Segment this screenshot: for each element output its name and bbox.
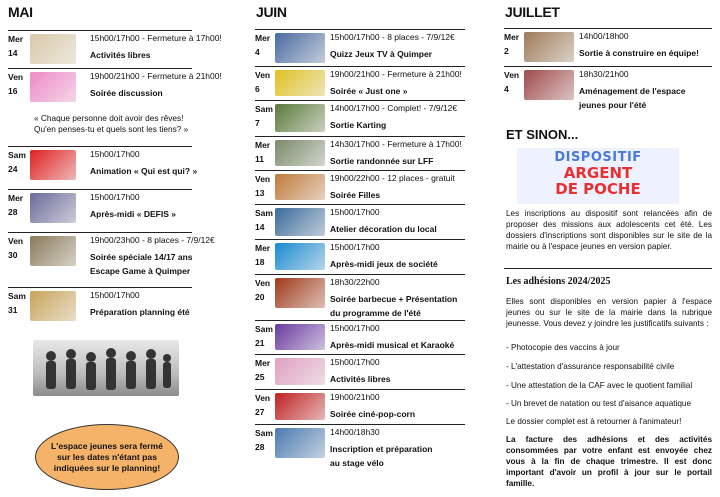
event-weekday: Mer <box>8 193 24 203</box>
event-thumbnail <box>524 70 574 100</box>
event-date <box>8 235 23 261</box>
event-date <box>8 149 26 175</box>
event-weekday: Ven <box>504 70 520 80</box>
event-date <box>255 277 270 303</box>
event-day-number: 27 <box>255 407 265 417</box>
event-title-line2: du programme de l'été <box>330 308 421 318</box>
closing-notice-text: L'espace jeunes sera fermé sur les dates n'étant pas indiquées sur le planning! <box>51 440 163 473</box>
event-day-number: 14 <box>255 222 265 232</box>
event-day-number: 21 <box>255 338 265 348</box>
event-date <box>504 69 519 95</box>
event-thumbnail <box>30 236 76 266</box>
event-title: Atelier décoration du local <box>330 224 437 234</box>
event-thumbnail <box>275 140 325 166</box>
event-row <box>255 66 465 99</box>
event-thumbnail <box>275 70 325 96</box>
event-day-number: 11 <box>255 154 264 164</box>
event-title: Activités libres <box>90 50 151 60</box>
event-thumbnail <box>30 193 76 223</box>
event-title-line2: Escape Game à Quimper <box>90 266 191 276</box>
event-time: 19h00/21h00 <box>330 392 380 402</box>
event-weekday: Ven <box>8 236 24 246</box>
event-row <box>8 30 222 67</box>
event-row <box>255 29 465 66</box>
facture-text: La facture des adhésions et des activités consommées par votre enfant est envoyée chez vous à la fin de chaque trimestre. Il est donc important d'avoir un profil à jour sur le portail famille. <box>506 435 712 488</box>
event-time: 14h00/17h00 - Complet! - 7/9/12€ <box>330 103 458 113</box>
event-date <box>255 427 273 453</box>
bullet-vaccins: - Photocopie des vaccins à jour <box>506 343 620 352</box>
event-thumbnail <box>275 208 325 236</box>
event-day-number: 13 <box>255 188 265 198</box>
event-row <box>255 136 465 169</box>
event-weekday: Mer <box>255 33 271 43</box>
event-day-number: 25 <box>255 372 265 382</box>
event-row <box>255 239 465 273</box>
event-row <box>255 320 465 353</box>
event-title: Aménagement de l'espace <box>579 86 686 96</box>
event-row <box>8 232 215 285</box>
bullet-caf: - Une attestation de la CAF avec le quotient familial <box>506 381 693 390</box>
event-date <box>255 139 270 165</box>
event-thumbnail <box>30 34 76 64</box>
event-day-number: 31 <box>8 305 18 315</box>
event-title: Soirée « Just one » <box>330 86 408 96</box>
event-title: Soirée barbecue + Présentation <box>330 294 458 304</box>
event-date <box>255 32 270 58</box>
event-row <box>504 66 712 121</box>
event-day-number: 16 <box>8 86 18 96</box>
event-day-number: 24 <box>8 164 18 174</box>
event-time: 15h00/17h00 <box>330 357 380 367</box>
event-time: 14h00/18h30 <box>330 427 380 437</box>
event-row <box>255 204 465 239</box>
dispositif-text: Les inscriptions au dispositif sont relancées afin de proposer des missions aux adolescents cet été. Les dossiers d'inscriptions sont disponibles sur le site de la mairie ou à l'espace jeunes en version papier. <box>506 209 712 251</box>
event-day-number: 2 <box>504 46 509 56</box>
month-juin: JUIN <box>256 4 287 20</box>
event-day-number: 4 <box>255 47 260 57</box>
event-day-number: 20 <box>255 292 265 302</box>
event-date <box>255 392 270 418</box>
event-weekday: Ven <box>255 278 271 288</box>
event-thumbnail <box>524 32 574 62</box>
event-thumbnail <box>275 278 325 308</box>
event-date <box>8 33 23 59</box>
event-day-number: 6 <box>255 84 260 94</box>
event-title: Soirée spéciale 14/17 ans <box>90 252 193 262</box>
event-day-number: 30 <box>8 250 18 260</box>
adhesions-heading: Les adhésions 2024/2025 <box>506 276 611 287</box>
event-weekday: Ven <box>255 393 271 403</box>
event-date <box>8 192 23 218</box>
event-thumbnail <box>275 243 325 270</box>
event-thumbnail <box>275 33 325 63</box>
event-row <box>255 170 465 203</box>
bullet-assurance: - L'attestation d'assurance responsabilité civile <box>506 362 675 371</box>
event-row <box>255 424 465 481</box>
event-weekday: Sam <box>255 208 273 218</box>
et-sinon-heading: ET SINON... <box>506 127 579 142</box>
event-title: Quizz Jeux TV à Quimper <box>330 49 433 59</box>
event-weekday: Ven <box>8 72 24 82</box>
month-mai: MAI <box>8 4 33 20</box>
event-title: Sortie Karting <box>330 120 387 130</box>
event-time: 14h30/17h00 - Fermeture à 17h00! <box>330 139 462 149</box>
event-weekday: Sam <box>8 291 26 301</box>
event-date <box>255 323 273 349</box>
event-weekday: Sam <box>255 104 273 114</box>
event-date <box>504 31 519 57</box>
dossier-text: Le dossier complet est à retourner à l'animateur! <box>506 417 682 426</box>
event-date <box>255 69 270 95</box>
event-title: Inscription et préparation <box>330 444 433 454</box>
banner-line2: ARGENT <box>563 164 633 182</box>
event-date <box>8 290 26 316</box>
event-row <box>8 189 192 230</box>
event-thumbnail <box>275 104 325 132</box>
event-title-line2: au stage vélo <box>330 458 384 468</box>
event-row <box>8 146 198 187</box>
event-weekday: Mer <box>255 243 271 253</box>
banner-line3: DE POCHE <box>555 180 641 198</box>
event-title: Activités libres <box>330 374 391 384</box>
event-title: Préparation planning été <box>90 307 190 317</box>
event-thumbnail <box>275 174 325 200</box>
event-weekday: Sam <box>8 150 26 160</box>
event-title: Soirée discussion <box>90 88 163 98</box>
event-day-number: 28 <box>255 442 265 452</box>
event-date <box>255 173 270 199</box>
event-date <box>255 207 273 233</box>
event-weekday: Mer <box>255 140 271 150</box>
event-time: 15h00/17h00 - Fermeture à 17h00! <box>90 33 222 43</box>
event-date <box>255 103 273 129</box>
event-title: Sortie à construire en équipe! <box>579 48 699 58</box>
month-juillet: JUILLET <box>505 4 560 20</box>
event-time: 15h00/17h00 <box>330 323 380 333</box>
event-time: 19h00/22h00 - 12 places - gratuit <box>330 173 455 183</box>
event-title: Animation « Qui est qui? » <box>90 166 198 176</box>
banner-line1: DISPOSITIF <box>554 150 642 165</box>
closing-notice <box>35 424 179 490</box>
event-row <box>255 389 465 423</box>
argent-de-poche-banner <box>517 148 679 204</box>
event-time: 15h00/17h00 <box>330 207 380 217</box>
event-thumbnail <box>275 428 325 458</box>
event-time: 19h00/21h00 - Fermeture à 21h00! <box>330 69 462 79</box>
event-time: 15h00/17h00 <box>90 192 140 202</box>
event-title: Après-midi musical et Karaoké <box>330 340 455 350</box>
event-row <box>255 100 465 135</box>
event-title: Soirée Filles <box>330 190 381 200</box>
event-time: 18h30/21h00 <box>579 69 629 79</box>
event-time: 14h00/18h00 <box>579 31 629 41</box>
event-thumbnail <box>275 393 325 420</box>
event-date <box>255 242 270 268</box>
event-thumbnail <box>30 150 76 180</box>
event-weekday: Mer <box>255 358 271 368</box>
event-thumbnail <box>30 72 76 102</box>
event-thumbnail <box>30 291 76 321</box>
event-title-line2: jeunes pour l'été <box>579 100 647 110</box>
event-weekday: Ven <box>255 174 271 184</box>
event-thumbnail <box>275 324 325 350</box>
event-day-number: 7 <box>255 118 260 128</box>
event-date <box>255 357 270 383</box>
event-time: 15h00/17h00 - 8 places - 7/9/12€ <box>330 32 455 42</box>
event-weekday: Mer <box>8 34 24 44</box>
event-title: Sortie randonnée sur LFF <box>330 156 434 166</box>
event-weekday: Mer <box>504 32 520 42</box>
event-weekday: Sam <box>255 324 273 334</box>
event-time: 15h00/17h00 <box>90 290 140 300</box>
event-time: 19h00/21h00 - Fermeture à 21h00! <box>90 71 222 81</box>
event-weekday: Sam <box>255 428 273 438</box>
event-time: 19h00/23h00 - 8 places - 7/9/12€ <box>90 235 215 245</box>
event-title: Après-midi jeux de société <box>330 259 438 269</box>
event-row <box>255 274 465 319</box>
event-row <box>255 354 465 388</box>
event-time: 15h00/17h00 <box>330 242 380 252</box>
event-time: 15h00/17h00 <box>90 149 140 159</box>
event-title: Après-midi « DEFIS » <box>90 209 176 219</box>
event-description: « Chaque personne doit avoir des rêves! Qu'en penses-tu et quels sont les tiens? » <box>34 113 189 134</box>
bullet-natation: - Un brevet de natation ou test d'aisance aquatique <box>506 399 691 408</box>
event-row <box>8 68 222 145</box>
event-day-number: 4 <box>504 84 509 94</box>
event-title: Soirée ciné-pop-corn <box>330 409 416 419</box>
group-photo <box>33 340 179 396</box>
event-row <box>504 28 712 65</box>
event-weekday: Ven <box>255 70 271 80</box>
section-divider <box>504 268 712 269</box>
event-thumbnail <box>275 358 325 385</box>
event-time: 18h30/22h00 <box>330 277 380 287</box>
event-day-number: 18 <box>255 257 265 267</box>
event-day-number: 28 <box>8 207 18 217</box>
event-row <box>8 287 192 328</box>
adhesions-text: Elles sont disponibles en version papier à l'espace jeunes ou sur le site de la mairie dans la rubrique jeunesse. Vous devez y joindre les justificatifs suivants : <box>506 297 712 328</box>
event-date <box>8 71 23 97</box>
event-day-number: 14 <box>8 48 18 58</box>
